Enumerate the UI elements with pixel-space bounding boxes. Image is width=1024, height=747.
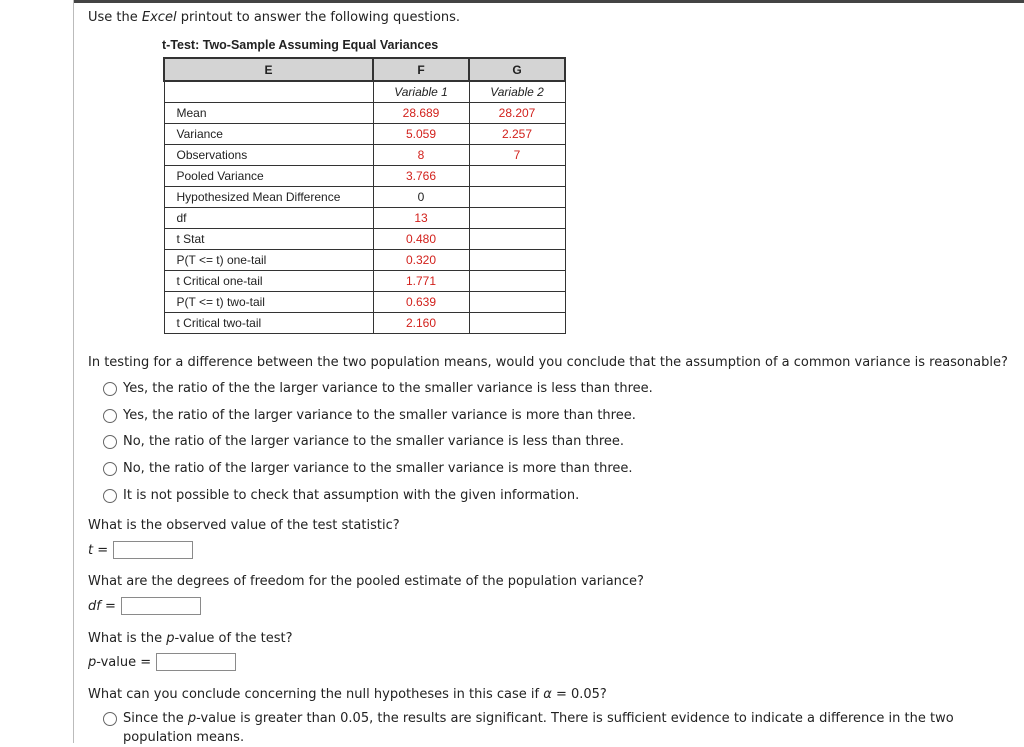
value-variable-1: 0.480 (373, 229, 469, 250)
value-variable-2: 2.257 (469, 124, 565, 145)
value-variable-2: 28.207 (469, 103, 565, 124)
value-variable-1: 3.766 (373, 166, 469, 187)
window-left-border (73, 0, 74, 743)
row-label: Pooled Variance (164, 166, 373, 187)
table-row (164, 166, 565, 187)
value-variable-2 (469, 250, 565, 271)
row-label: t Stat (164, 229, 373, 250)
value-variable-1: 13 (373, 208, 469, 229)
radio-button[interactable] (103, 712, 117, 726)
equals-sign: = (140, 654, 152, 670)
q5-option-1[interactable] (103, 709, 1023, 747)
option-label: Yes, the ratio of the larger variance to the smaller variance is more than three. (123, 408, 636, 423)
value-variable-1: 0.639 (373, 292, 469, 313)
value-variable-1: 1.771 (373, 271, 469, 292)
intro-text: Use the Excel printout to answer the following questions. (88, 10, 461, 25)
radio-button[interactable] (103, 409, 117, 423)
question-1-text: In testing for a difference between the two population means, would you conclude that the assumption of a common variance is reasonable? (88, 355, 1008, 370)
column-header-e: E (164, 58, 373, 81)
value-variable-1: 2.160 (373, 313, 469, 334)
column-header-f: F (373, 58, 469, 81)
p-value-answer-row (88, 653, 236, 671)
p-label: p (88, 654, 97, 670)
equals-sign: = (104, 598, 116, 614)
radio-button[interactable] (103, 435, 117, 449)
value-variable-2 (469, 292, 565, 313)
radio-button[interactable] (103, 382, 117, 396)
q1-option-2[interactable] (103, 408, 636, 423)
column-header-g: G (469, 58, 565, 81)
row-label: df (164, 208, 373, 229)
value-variable-2: 7 (469, 145, 565, 166)
value-variable-1: 5.059 (373, 124, 469, 145)
value-variable-2 (469, 166, 565, 187)
value-variable-2 (469, 208, 565, 229)
table-row (164, 313, 565, 334)
table-row (164, 124, 565, 145)
value-label: -value (96, 654, 137, 670)
value-variable-1: 28.689 (373, 103, 469, 124)
option-label: Yes, the ratio of the the larger variance to the smaller variance is less than three. (123, 381, 653, 396)
value-variable-2 (469, 271, 565, 292)
variable-2-header: Variable 2 (469, 81, 565, 103)
row-label: P(T <= t) two-tail (164, 292, 373, 313)
table-title: t-Test: Two-Sample Assuming Equal Variances (162, 38, 439, 52)
window-top-border (73, 0, 1024, 3)
variable-header-row (164, 81, 565, 103)
table-row (164, 187, 565, 208)
value-variable-2 (469, 187, 565, 208)
q1-option-5[interactable] (103, 488, 579, 503)
df-input[interactable] (121, 597, 201, 615)
question-2-text: What is the observed value of the test statistic? (88, 518, 400, 533)
q1-option-4[interactable] (103, 461, 633, 476)
row-label: Hypothesized Mean Difference (164, 187, 373, 208)
q1-option-3[interactable] (103, 434, 624, 449)
row-label: P(T <= t) one-tail (164, 250, 373, 271)
equals-sign: = (97, 542, 109, 558)
table-row (164, 229, 565, 250)
t-label: t (88, 542, 94, 558)
variable-1-header: Variable 1 (373, 81, 469, 103)
value-variable-1: 0.320 (373, 250, 469, 271)
excel-output-table (163, 57, 566, 334)
option-label: Since the p-value is greater than 0.05, the results are significant. There is sufficient evidence to indicate a difference in the two population means. (123, 711, 954, 745)
row-label: Variance (164, 124, 373, 145)
option-label: No, the ratio of the larger variance to the smaller variance is more than three. (123, 461, 633, 476)
row-label: Mean (164, 103, 373, 124)
radio-button[interactable] (103, 489, 117, 503)
p-value-input[interactable] (156, 653, 236, 671)
table-row (164, 292, 565, 313)
row-label: t Critical two-tail (164, 313, 373, 334)
option-label: No, the ratio of the larger variance to the smaller variance is less than three. (123, 434, 625, 449)
column-header-row (164, 58, 565, 81)
option-label: It is not possible to check that assumption with the given information. (123, 488, 580, 503)
table-cell (164, 81, 373, 103)
row-label: Observations (164, 145, 373, 166)
row-label: t Critical one-tail (164, 271, 373, 292)
q1-option-1[interactable] (103, 381, 653, 396)
table-row (164, 271, 565, 292)
table-row (164, 250, 565, 271)
radio-button[interactable] (103, 462, 117, 476)
df-answer-row (88, 597, 201, 615)
table-row (164, 145, 565, 166)
value-variable-2 (469, 229, 565, 250)
question-5-text: What can you conclude concerning the null hypotheses in this case if α = 0.05? (88, 687, 607, 702)
table-row (164, 208, 565, 229)
t-stat-input[interactable] (113, 541, 193, 559)
value-variable-1: 8 (373, 145, 469, 166)
df-label: df (88, 598, 101, 614)
value-variable-1: 0 (373, 187, 469, 208)
question-3-text: What are the degrees of freedom for the pooled estimate of the population variance? (88, 574, 644, 589)
table-row (164, 103, 565, 124)
question-4-text: What is the p-value of the test? (88, 631, 293, 646)
t-answer-row (88, 541, 193, 559)
value-variable-2 (469, 313, 565, 334)
